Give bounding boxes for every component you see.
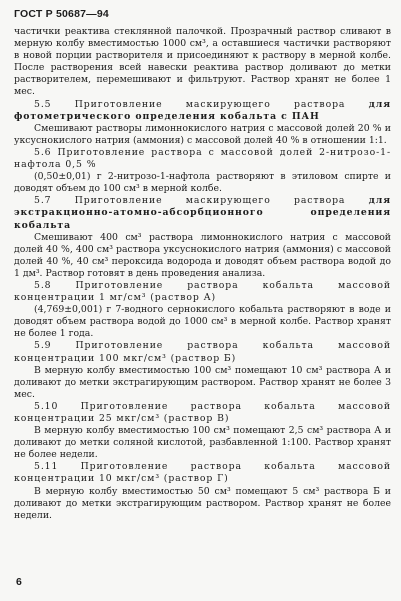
section-5-11-text: В мерную колбу вместимостью 50 см³ помещают 5 см³ раствора Б и доливают до метки экстрагирующим раствором. Раствор хранят не более недели. (14, 485, 391, 521)
section-5-10-heading: 5.10 Приготовление раствора кобальта массовой концентрации 25 мкг/см³ (раствор В) (14, 400, 391, 424)
page-number: 6 (16, 576, 22, 588)
section-5-8-text: (4,769±0,001) г 7-водного сернокислого кобальта растворяют в воде и доводят объем раствора водой до 1000 см³ в мерной колбе. Раствор хранят не более 1 года. (14, 304, 391, 340)
section-5-9-heading: 5.9 Приготовление раствора кобальта массовой концентрации 100 мкг/см³ (раствор Б) (14, 340, 391, 364)
section-5-7-title-part: 5.7 Приготовление маскирующего раствора (34, 195, 369, 207)
document-header: ГОСТ Р 50687—94 (14, 8, 109, 20)
section-5-10-text: В мерную колбу вместимостью 100 см³ помещают 2,5 см³ раствора А и доливают до метки соляной кислотой, разбавленной 1:100. Раствор хранят не более недели. (14, 425, 391, 461)
section-5-8-heading: 5.8 Приготовление раствора кобальта массовой концентрации 1 мг/см³ (раствор А) (14, 279, 391, 304)
section-5-9-text: В мерную колбу вместимостью 100 см³ помещают 10 см³ раствора А и доливают до метки экстрагирующим раствором. Раствор хранят не более 3 мес. (14, 364, 391, 400)
section-5-5-heading (14, 99, 391, 123)
section-5-7-title-bold: для экстракционно-атомно-абсорбционного определения кобальта (14, 195, 391, 231)
section-5-7-text: Смешивают 400 см³ раствора лимоннокислого натрия с массовой долей 40 %, 400 см³ раствора уксуснокислого натрия (аммония) с массовой долей 40 %, 40 см³ пероксида водорода и доводят объем раствора водой до 1 дм³. Раствор готовят в день проведения анализа. (14, 231, 391, 279)
document-body (14, 26, 391, 522)
section-5-5-title-part: 5.5 Приготовление маскирующего раствора (34, 98, 369, 110)
paragraph-continuation: частички реактива стеклянной палочкой. Прозрачный раствор сливают в мерную колбу вместимостью 1000 см³, а оставшиеся частички растворяют в новой порции растворителя и присоединяют к раствору в мерной колбе. После растворения всей навески реактива раствор доливают до метки растворителем, перемешивают и фильтруют. Раствор хранят не более 1 мес. (14, 26, 391, 98)
section-5-5-title-bold: для фотометрического определения кобальта с ПАН (14, 98, 391, 122)
section-5-6-text: (0,50±0,01) г 2-нитрозо-1-нафтола растворяют в этиловом спирте и доводят объем до 100 см³ в мерной колбе. (14, 171, 391, 195)
section-5-7-heading (14, 195, 391, 231)
section-5-11-heading: 5.11 Приготовление раствора кобальта массовой концентрации 10 мкг/см³ (раствор Г) (14, 461, 391, 485)
section-5-5-text: Смешивают растворы лимоннокислого натрия с массовой долей 20 % и уксуснокислого натрия (аммония) с массовой долей 40 % в отношении 1:1. (14, 122, 391, 146)
section-5-6-heading: 5.6 Приготовление раствора с массовой долей 2-нитрозо-1-нафтола 0,5 % (14, 146, 391, 171)
